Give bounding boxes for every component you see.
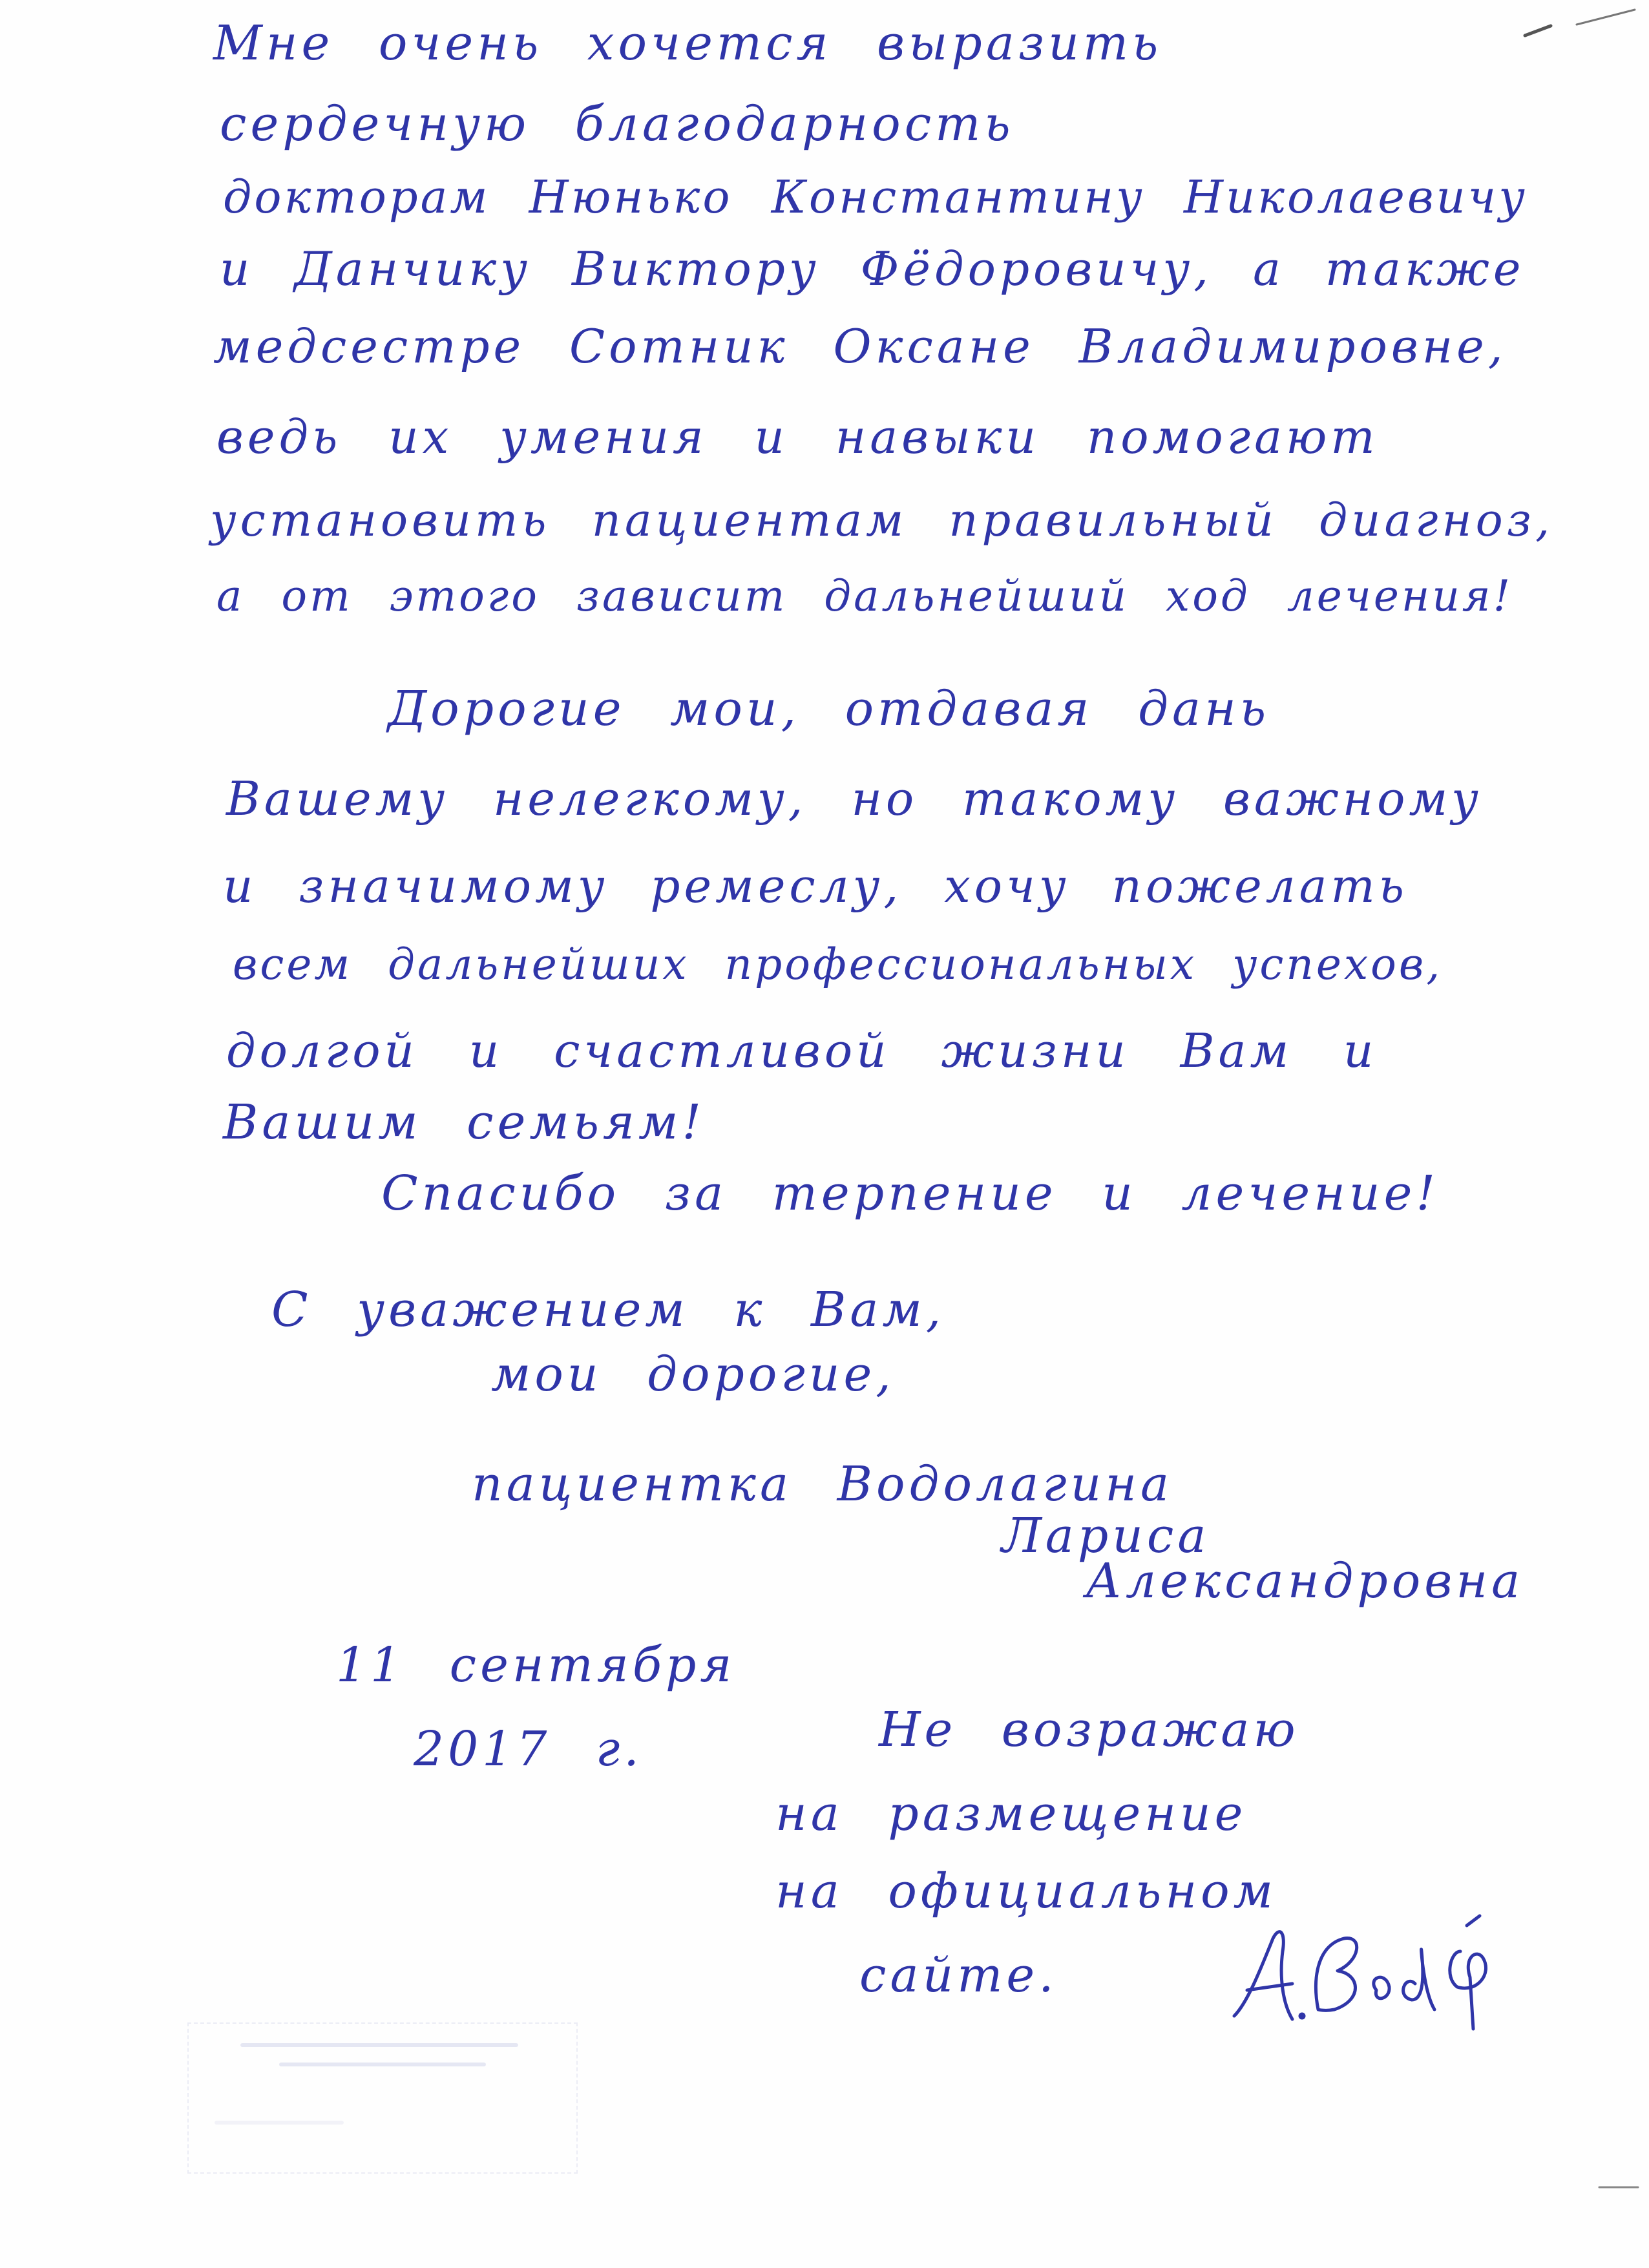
consent-line: на размещение: [775, 1786, 1247, 1842]
consent-line: Не возражаю: [879, 1702, 1299, 1758]
closing-line: Александровна: [1086, 1553, 1524, 1609]
letter-line: установить пациентам правильный диагноз,: [210, 494, 1554, 547]
closing-line: мои дорогие,: [491, 1347, 895, 1402]
letter-line: Вашим семьям!: [223, 1095, 706, 1150]
letter-line: Дорогие мои, отдавая дань: [388, 681, 1270, 737]
signature: [1221, 1913, 1531, 2035]
scan-corner-mark: [1506, 6, 1641, 45]
scan-edge-mark: [1596, 2184, 1641, 2190]
letter-line: Вашему нелегкому, но такому важному: [226, 772, 1482, 826]
letter-line: и значимому ремеслу, хочу пожелать: [223, 859, 1408, 913]
consent-line: на официальном: [775, 1864, 1277, 1919]
faded-stamp: [187, 2022, 578, 2174]
date-line: 2017 г.: [414, 1721, 643, 1777]
letter-line: ведь их умения и навыки помогают: [216, 410, 1379, 464]
letter-line: Мне очень хочется выразить: [213, 16, 1162, 71]
letter-line: а от этого зависит дальнейший ход лечения!: [216, 571, 1513, 621]
date-line: 11 сентября: [336, 1637, 736, 1693]
letter-line: всем дальнейших профессиональных успехов,: [233, 940, 1443, 989]
letter-line: докторам Нюнько Константину Николаевичу: [223, 171, 1528, 224]
letter-line: Спасибо за терпение и лечение!: [381, 1166, 1440, 1221]
letter-line: долгой и счастливой жизни Вам и: [226, 1024, 1378, 1078]
letter-line: медсестре Сотник Оксане Владимировне,: [213, 319, 1507, 373]
consent-line: сайте.: [859, 1948, 1058, 2003]
letter-line: и Данчику Виктору Фёдоровичу, а также: [220, 242, 1525, 296]
closing-line: Лариса: [1002, 1508, 1210, 1564]
closing-line: С уважением к Вам,: [271, 1282, 945, 1338]
closing-line: пациентка Водолагина: [472, 1456, 1173, 1512]
letter-line: сердечную благодарность: [220, 96, 1014, 152]
